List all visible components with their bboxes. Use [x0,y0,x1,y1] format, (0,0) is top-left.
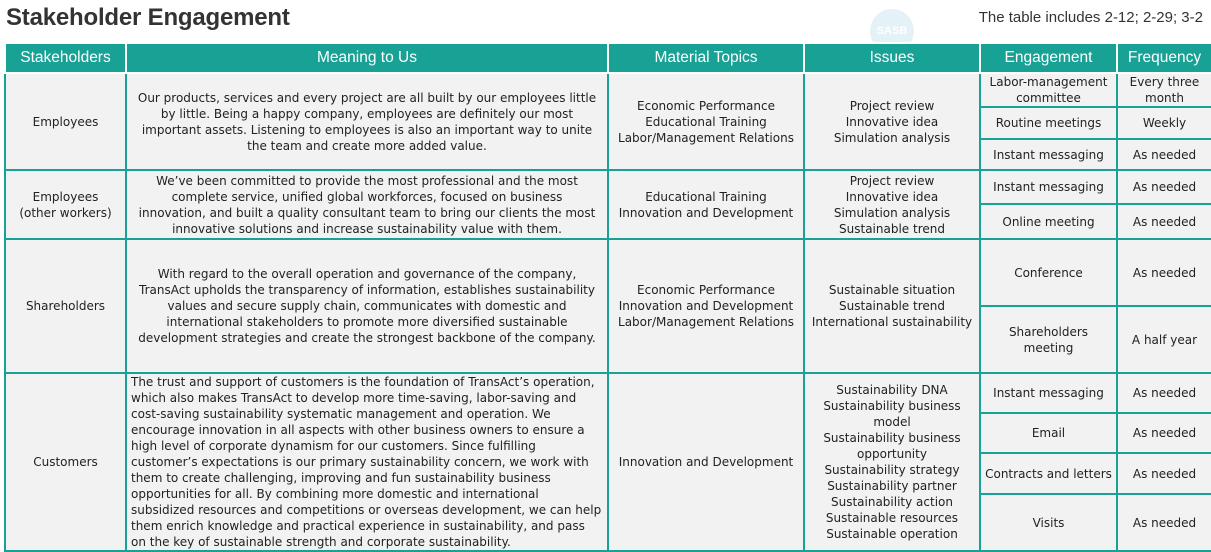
meaning-text: With regard to the overall operation and governance of the company, TransAct upholds the transparency of information, establishes sustainability values and secure supply chain, communicates with domestic and international stakeholders to promote more diversified sustainable development strategies and create the strongest backbone of the company. [138,267,596,345]
issues-cell [804,73,980,170]
issue-item: Sustainability business model [823,399,961,429]
issue-item: Sustainable operation [826,527,958,541]
engagement-method: Contracts and letters [980,453,1117,494]
table-header-row [5,43,1211,73]
issue-item: Sustainable trend [839,299,945,313]
page-title: Stakeholder Engagement [6,4,290,31]
table-row [5,170,1211,204]
issue-item: International sustainability [811,315,973,329]
table-row [5,73,1211,107]
topic-item: Innovation and Development [618,455,794,469]
issue-item: Simulation analysis [833,130,951,145]
engagement-method: Email [980,413,1117,454]
engagement-method: Online meeting [980,204,1117,239]
issue-item: Innovative idea [845,114,939,129]
issue-item: Project review [849,98,935,113]
issue-item: Sustainable situation [828,283,956,297]
stakeholder-cell: Customers [5,373,126,551]
header-stakeholders: Stakeholders [5,43,126,73]
engagement-method: Labor-management committee [980,73,1117,107]
meaning-cell [126,373,608,551]
engagement-frequency: A half year [1117,306,1211,373]
engagement-frequency: As needed [1117,139,1211,170]
meaning-text: We’ve been committed to provide the most professional and the most complete service, unified global workforces, focused on business innovation, and built a quality consultant team to bring our clients the most innovative solutions and increase sustainability value with them. [138,173,596,236]
topic-item: Innovation and Development [618,299,794,313]
topic-item: Educational Training [645,114,767,129]
engagement-method: Routine meetings [980,107,1117,139]
meaning-text: Our products, services and every project are all built by our employees little by little. Being a happy company, employees are definitely our most important assets. Listening to employees is also an important way to unite the team and create more added value. [137,90,597,153]
engagement-frequency: Weekly [1117,107,1211,139]
engagement-frequency: As needed [1117,170,1211,204]
stakeholder-cell [5,170,126,239]
engagement-method: Instant messaging [980,373,1117,413]
engagement-method: Instant messaging [980,139,1117,170]
issue-item: Sustainability DNA [836,383,948,397]
engagement-frequency: As needed [1117,204,1211,239]
issue-item: Sustainability partner [827,479,957,493]
engagement-method: Shareholders meeting [980,306,1117,373]
header-issues: Issues [804,43,980,73]
topic-item: Economic Performance [637,283,775,297]
issue-item: Innovative idea [845,189,939,204]
meaning-cell [126,73,608,170]
topic-item: Innovation and Development [618,205,794,220]
stakeholder-cell: Employees [5,73,126,170]
table-row [5,373,1211,413]
issue-item: Sustainability strategy [824,463,960,477]
topic-item: Labor/Management Relations [618,130,794,145]
issues-cell [804,170,980,239]
issue-item: Project review [849,173,935,188]
issues-cell [804,239,980,373]
gri-reference-note: The table includes 2-12; 2-29; 3-2 [978,9,1203,26]
issue-item: Sustainable trend [839,221,945,236]
table-row [5,239,1211,306]
stakeholder-cell: Shareholders [5,239,126,373]
header-material-topics: Material Topics [608,43,804,73]
issues-cell [804,373,980,551]
topics-cell [608,73,804,170]
topics-cell [608,239,804,373]
sasb-badge: SASB [870,9,914,53]
meaning-text: The trust and support of customers is the foundation of TransAct’s operation, which also makes TransAct to develop more time-saving, labor-saving and cost-saving sustainability systematic management and operation. We encourage innovation in all aspects with other business owners to ensure a high level of corporate dynamism for our customers. Since fulfilling customer’s expectations is our primary sustainability concern, we work with them to create challenging, improving and fun sustainability business opportunities for all. By combining more domestic and international subsidized resources and competitions or overseas development, we can help them enrich knowledge and practical experience in sustainability, and pass on the key of sustainable strength and corporate sustainability. [131,375,602,549]
issue-item: Sustainability action [830,495,953,509]
engagement-frequency: Every three month [1117,73,1211,107]
stakeholder-line: Employees [32,189,99,204]
topic-item: Economic Performance [637,98,775,113]
engagement-frequency: As needed [1117,373,1211,413]
issue-item: Sustainable resources [825,511,959,525]
stakeholder-line: (other workers) [19,205,112,220]
topics-cell [608,373,804,551]
engagement-frequency: As needed [1117,239,1211,306]
header-frequency: Frequency [1117,43,1211,73]
meaning-cell [126,170,608,239]
engagement-frequency: As needed [1117,453,1211,494]
topic-item: Labor/Management Relations [618,315,794,329]
issue-item: Simulation analysis [833,205,951,220]
issue-item: Sustainability business opportunity [823,431,961,461]
header-meaning: Meaning to Us [126,43,608,73]
engagement-method: Instant messaging [980,170,1117,204]
engagement-frequency: As needed [1117,413,1211,454]
meaning-cell [126,239,608,373]
engagement-frequency: As needed [1117,494,1211,551]
engagement-method: Visits [980,494,1117,551]
engagement-method: Conference [980,239,1117,306]
header-engagement: Engagement [980,43,1117,73]
topic-item: Educational Training [645,189,767,204]
stakeholder-engagement-table [4,42,1211,552]
topics-cell [608,170,804,239]
